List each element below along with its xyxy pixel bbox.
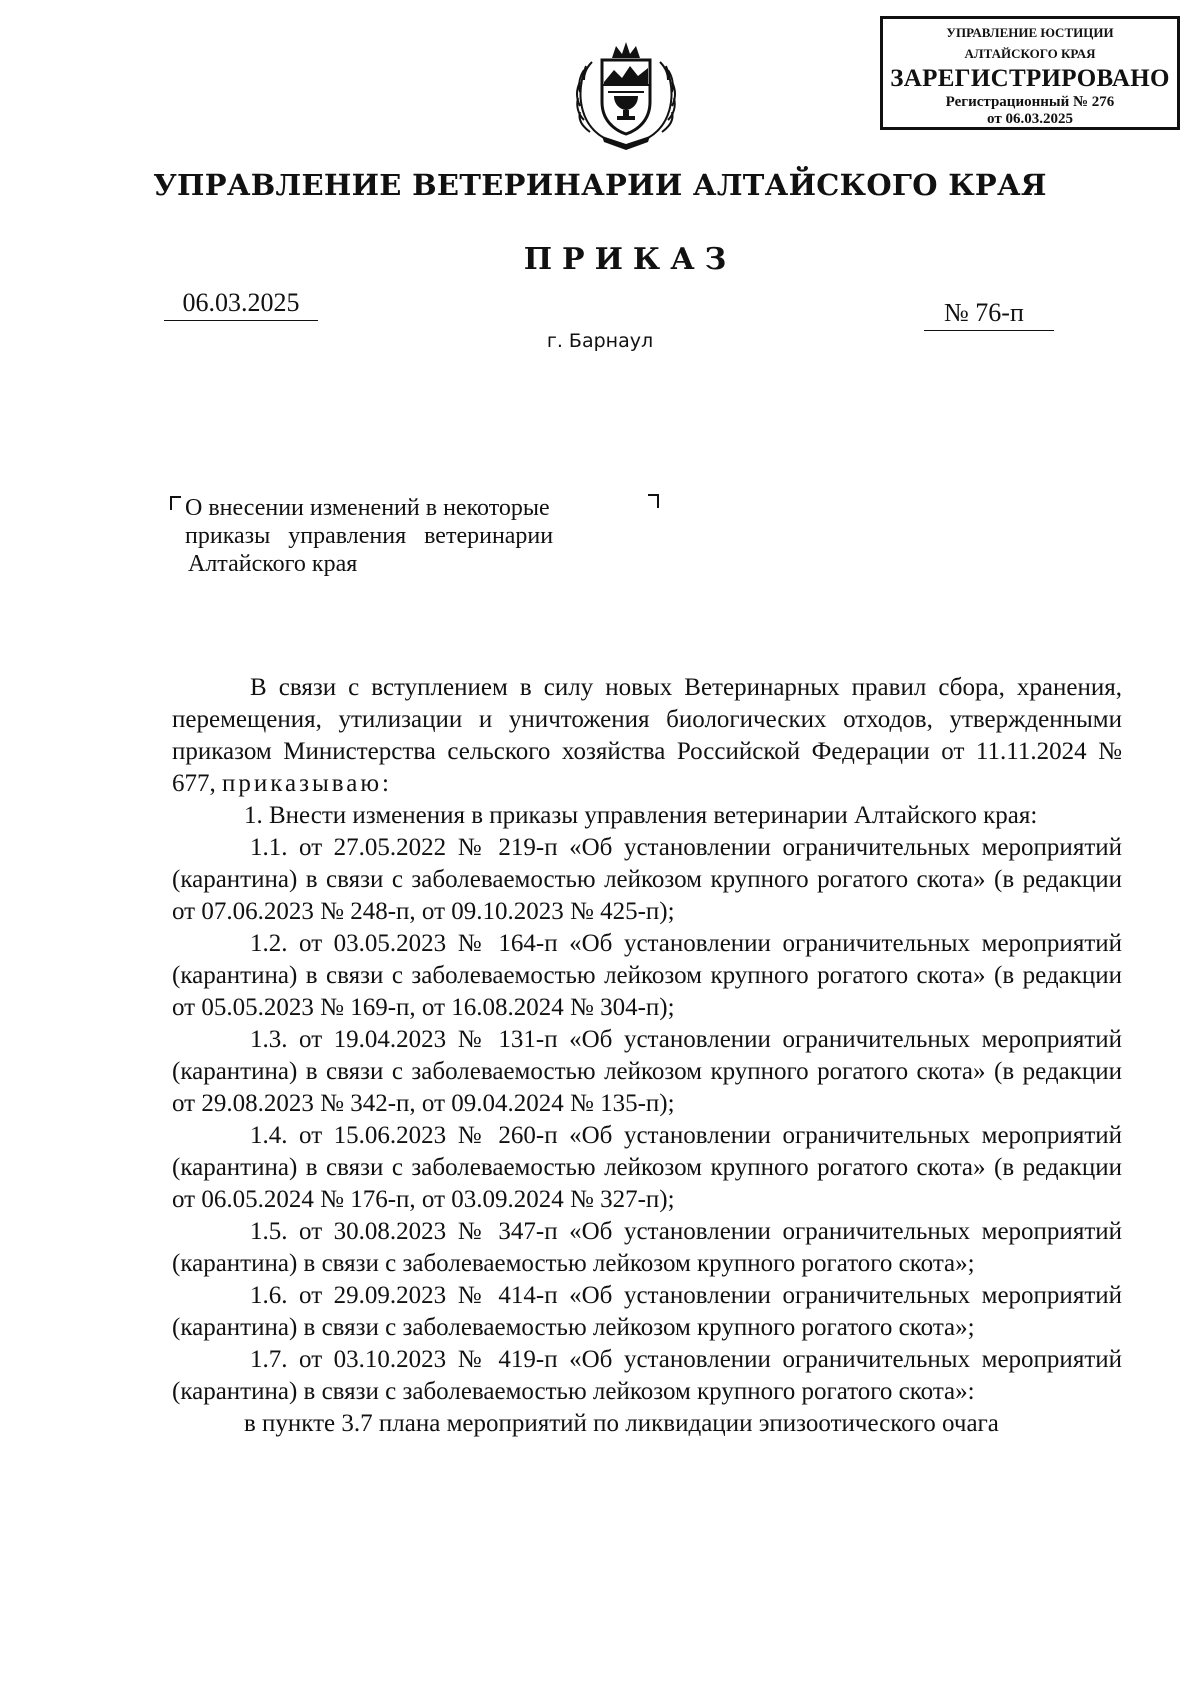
order-body bbox=[172, 672, 1122, 1440]
registration-stamp bbox=[880, 16, 1180, 130]
subitem-1-2: 1.2. от 03.05.2023 № 164-п «Об установлении ограничительных мероприятий (карантина) в связи с заболеваемостью лейкозом крупного рогатого скота» (в редакции от 05.05.2023 № 169-п, от 16.08.2024 № 304-п); bbox=[172, 930, 1122, 1021]
subject-line-3: Алтайского края bbox=[188, 551, 358, 577]
document-type: ПРИКАЗ bbox=[523, 242, 737, 277]
subject-line-1: О внесении изменений в некоторые bbox=[185, 495, 550, 521]
order-number: № 76-п bbox=[924, 298, 1054, 331]
subject-line-2: приказы управления ветеринарии bbox=[185, 523, 554, 549]
preamble bbox=[172, 672, 1122, 800]
subitem-1-5: 1.5. от 30.08.2023 № 347-п «Об установлении ограничительных мероприятий (карантина) в связи с заболеваемостью лейкозом крупного рогатого скота»; bbox=[172, 1218, 1122, 1277]
item-1: 1. Внести изменения в приказы управления ветеринарии Алтайского края: bbox=[244, 802, 1038, 829]
subitem-1-4: 1.4. от 15.06.2023 № 260-п «Об установлении ограничительных мероприятий (карантина) в связи с заболеваемостью лейкозом крупного рогатого скота» (в редакции от 06.05.2024 № 176-п, от 03.09.2024 № 327-п); bbox=[172, 1122, 1122, 1213]
subitem-1-1: 1.1. от 27.05.2022 № 219-п «Об установлении ограничительных мероприятий (карантина) в связи с заболеваемостью лейкозом крупного рогатого скота» (в редакции от 07.06.2023 № 248-п, от 09.10.2023 № 425-п); bbox=[172, 834, 1122, 925]
subitem-1-7: 1.7. от 03.10.2023 № 419-п «Об установлении ограничительных мероприятий (карантина) в связи с заболеваемостью лейкозом крупного рогатого скота»: bbox=[172, 1346, 1122, 1405]
preamble-order-word: приказываю: bbox=[222, 770, 392, 797]
altai-krai-coat-of-arms-icon bbox=[568, 36, 684, 152]
subitem-1-6: 1.6. от 29.09.2023 № 414-п «Об установлении ограничительных мероприятий (карантина) в связи с заболеваемостью лейкозом крупного рогатого скота»; bbox=[172, 1282, 1122, 1341]
order-date: 06.03.2025 bbox=[164, 288, 318, 321]
stamp-reg-number: Регистрационный № 276 bbox=[945, 94, 1115, 110]
stamp-org-line1: УПРАВЛЕНИЕ ЮСТИЦИИ bbox=[946, 25, 1114, 40]
last-line: в пункте 3.7 плана мероприятий по ликвидации эпизоотического очага bbox=[244, 1410, 999, 1437]
stamp-title: ЗАРЕГИСТРИРОВАНО bbox=[890, 65, 1170, 92]
organization-title: УПРАВЛЕНИЕ ВЕТЕРИНАРИИ АЛТАЙСКОГО КРАЯ bbox=[153, 168, 1047, 202]
preamble-text: В связи с вступлением в силу новых Ветеринарных правил сбора, хранения, перемещения, утилизации и уничтожения биологических отходов, утвержденными приказом Министерства сельского хозяйства Российской Федерации от 11.11.2024 № 677, bbox=[172, 674, 1122, 797]
order-subject bbox=[170, 494, 670, 578]
stamp-org-line2: АЛТАЙСКОГО КРАЯ bbox=[964, 46, 1096, 61]
subitem-1-3: 1.3. от 19.04.2023 № 131-п «Об установлении ограничительных мероприятий (карантина) в связи с заболеваемостью лейкозом крупного рогатого скота» (в редакции от 29.08.2023 № 342-п, от 09.04.2024 № 135-п); bbox=[172, 1026, 1122, 1117]
stamp-reg-date: от 06.03.2025 bbox=[987, 111, 1073, 127]
city: г. Барнаул bbox=[546, 330, 654, 352]
